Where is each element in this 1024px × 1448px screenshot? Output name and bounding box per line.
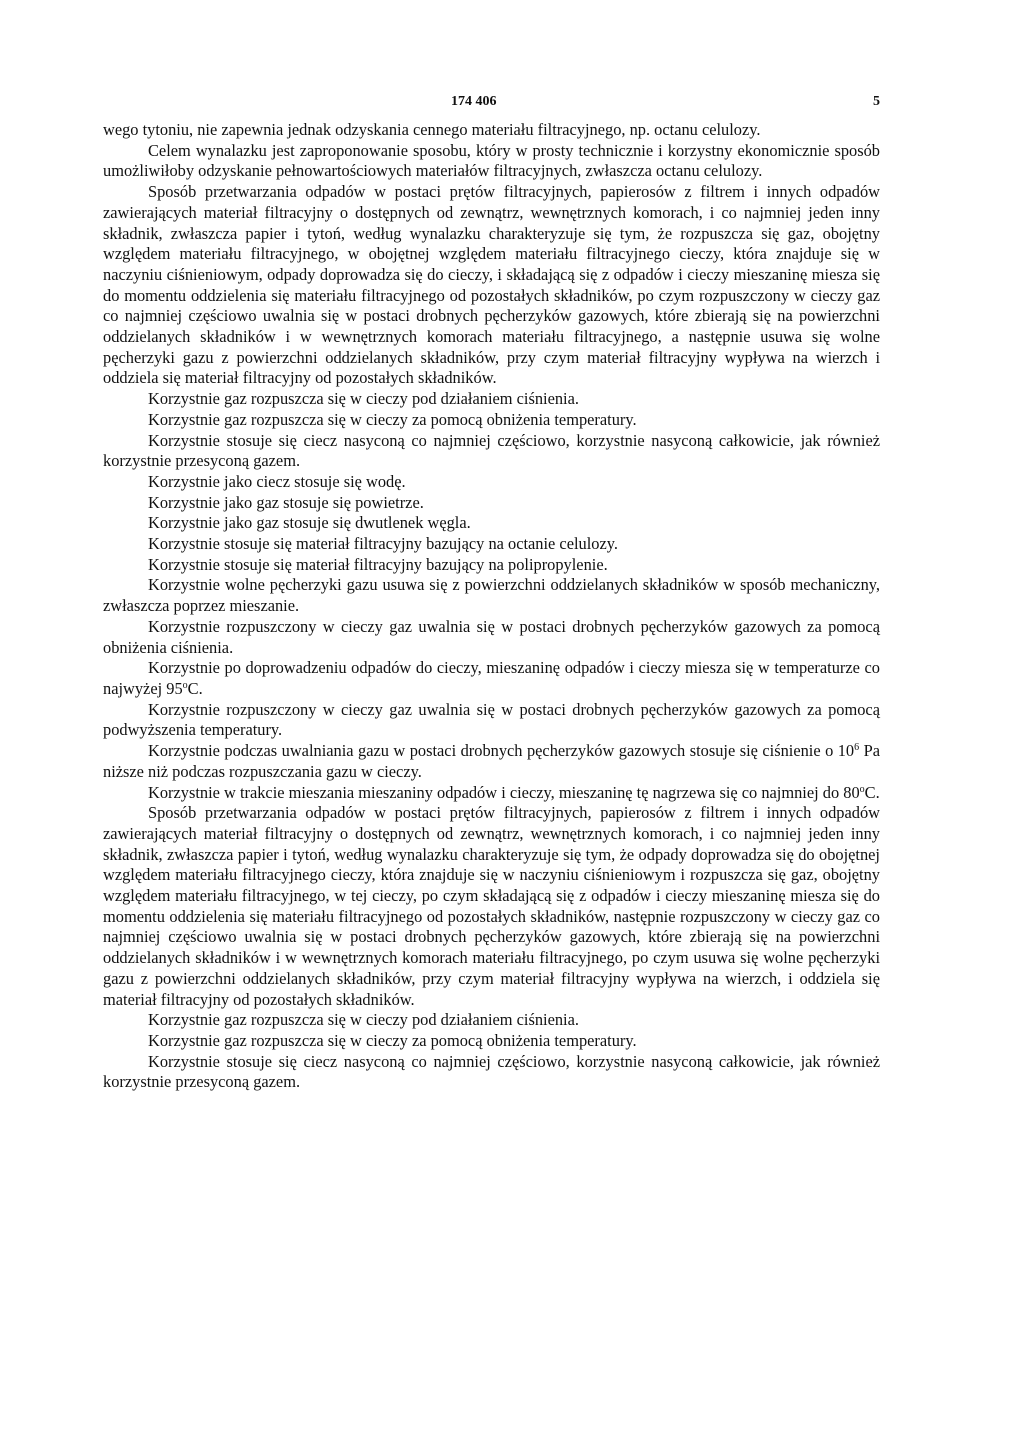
paragraph: Sposób przetwarzania odpadów w postaci prętów filtracyjnych, papierosów z filtrem i innych odpadów zawierających materiał filtracyjny o dostępnych od zewnątrz, wewnętrznych komorach, i co najmniej jeden inny składnik, zwłaszcza papier i tytoń, według wynalazku charakteryzuje się tym, że rozpuszcza się gaz, obojętny względem materiału filtracyjnego, w obojętnej względem materiału filtracyjnego cieczy, która znajduje się w naczyniu ciśnieniowym, odpady doprowadza się do cieczy, i składającą się z odpadów i cieczy mieszaninę miesza się do momentu oddzielenia się materiału filtracyjnego od pozostałych składników, po czym rozpuszczony w cieczy gaz co najmniej częściowo uwalnia się w postaci drobnych pęcherzyków gazowych, które zbierają się na powierzchni oddzielanych składników i w wewnętrznych komorach materiału filtracyjnego, a następnie usuwa się wolne pęcherzyki gazu z powierzchni oddzielanych składników, przy czym materiał filtracyjny wypływa na wierzch i oddziela się materiał filtracyjny od pozostałych składników. bbox=[103, 182, 880, 388]
paragraph: Korzystnie jako gaz stosuje się powietrze. bbox=[148, 492, 424, 512]
paragraph: Sposób przetwarzania odpadów w postaci prętów filtracyjnych, papierosów z filtrem i innych odpadów zawierających materiał filtracyjny o dostępnych od zewnątrz, wewnętrznych komorach, i co najmniej jeden inny składnik, zwłaszcza papier i tytoń, według wynalazku charakteryzuje się tym, że odpady doprowadza się do obojętnej względem materiału filtracyjnego cieczy, która znajduje się w naczyniu ciśnieniowym i rozpuszcza się gaz, obojętny względem materiału filtracyjnego, w tej cieczy, po czym składającą się z odpadów i cieczy mieszaninę miesza się do momentu oddzielenia się materiału filtracyjnego od pozostałych składników, następnie rozpuszczony w cieczy gaz co najmniej częściowo uwalnia się w postaci drobnych pęcherzyków gazowych, które zbierają się na powierzchni oddzielanych składników i w wewnętrznych komorach materiału filtracyjnego, po czym usuwa się wolne pęcherzyki gazu z powierzchni oddzielanych składników, przy czym materiał filtracyjny wypływa na wierzch, i oddziela się materiał filtracyjny od pozostałych składników. bbox=[103, 803, 880, 1009]
superscript: o bbox=[859, 783, 865, 795]
paragraph: Korzystnie jako ciecz stosuje się wodę. bbox=[148, 471, 406, 491]
paragraph: Celem wynalazku jest zaproponowanie sposobu, który w prosty technicznie i korzystny ekonomicznie sposób umożliwiłoby odzyskanie pełnowartościowych materiałów filtracyjnych, zwłaszcza octanu celulozy. bbox=[103, 140, 880, 181]
paragraph: Korzystnie gaz rozpuszcza się w cieczy pod działaniem ciśnienia. bbox=[148, 389, 579, 409]
paragraph: Korzystnie rozpuszczony w cieczy gaz uwalnia się w postaci drobnych pęcherzyków gazowych za pomocą obniżenia ciśnienia. bbox=[103, 616, 880, 657]
paragraph: Korzystnie rozpuszczony w cieczy gaz uwalnia się w postaci drobnych pęcherzyków gazowych za pomocą podwyższenia temperatury. bbox=[103, 699, 880, 740]
paragraph: Korzystnie w trakcie mieszania mieszaniny odpadów i cieczy, mieszaninę tę nagrzewa się co najmniej do 80$^o$C. bbox=[148, 782, 880, 802]
paragraph: Korzystnie gaz rozpuszcza się w cieczy za pomocą obniżenia temperatury. bbox=[148, 1030, 637, 1050]
paragraph: Korzystnie jako gaz stosuje się dwutlenek węgla. bbox=[148, 513, 471, 533]
paragraph: Korzystnie gaz rozpuszcza się w cieczy pod działaniem ciśnienia. bbox=[148, 1010, 579, 1030]
paragraph: Korzystnie stosuje się materiał filtracyjny bazujący na octanie celulozy. bbox=[148, 534, 618, 554]
paragraph: wego tytoniu, nie zapewnia jednak odzyskania cennego materiału filtracyjnego, np. octanu celulozy. bbox=[103, 120, 761, 139]
paragraph: Korzystnie stosuje się materiał filtracyjny bazujący na polipropylenie. bbox=[148, 554, 608, 574]
patent-number: 174 406 bbox=[451, 94, 497, 109]
document-page bbox=[103, 94, 880, 1093]
superscript: 6 bbox=[854, 742, 860, 754]
superscript: o bbox=[182, 679, 188, 691]
page-number: 5 bbox=[873, 94, 880, 109]
page-header bbox=[103, 94, 880, 120]
paragraph: Korzystnie stosuje się ciecz nasyconą co najmniej częściowo, korzystnie nasyconą całkowicie, jak również korzystnie przesyconą gazem. bbox=[103, 1051, 880, 1092]
paragraph: Korzystnie gaz rozpuszcza się w cieczy za pomocą obniżenia temperatury. bbox=[148, 409, 637, 429]
body-text bbox=[103, 120, 880, 1093]
paragraph: Korzystnie po doprowadzeniu odpadów do cieczy, mieszaninę odpadów i cieczy miesza się w temperaturze co najwyżej 95$^o$C. bbox=[103, 658, 880, 698]
paragraph: Korzystnie stosuje się ciecz nasyconą co najmniej częściowo, korzystnie nasyconą całkowicie, jak również korzystnie przesyconą gazem. bbox=[103, 430, 880, 471]
paragraph: Korzystnie wolne pęcherzyki gazu usuwa się z powierzchni oddzielanych składników w sposób mechaniczny, zwłaszcza poprzez mieszanie. bbox=[103, 575, 880, 616]
paragraph: Korzystnie podczas uwalniania gazu w postaci drobnych pęcherzyków gazowych stosuje się ciśnienie o $10^6$ Pa niższe niż podczas rozpuszczania gazu w cieczy. bbox=[103, 741, 880, 781]
